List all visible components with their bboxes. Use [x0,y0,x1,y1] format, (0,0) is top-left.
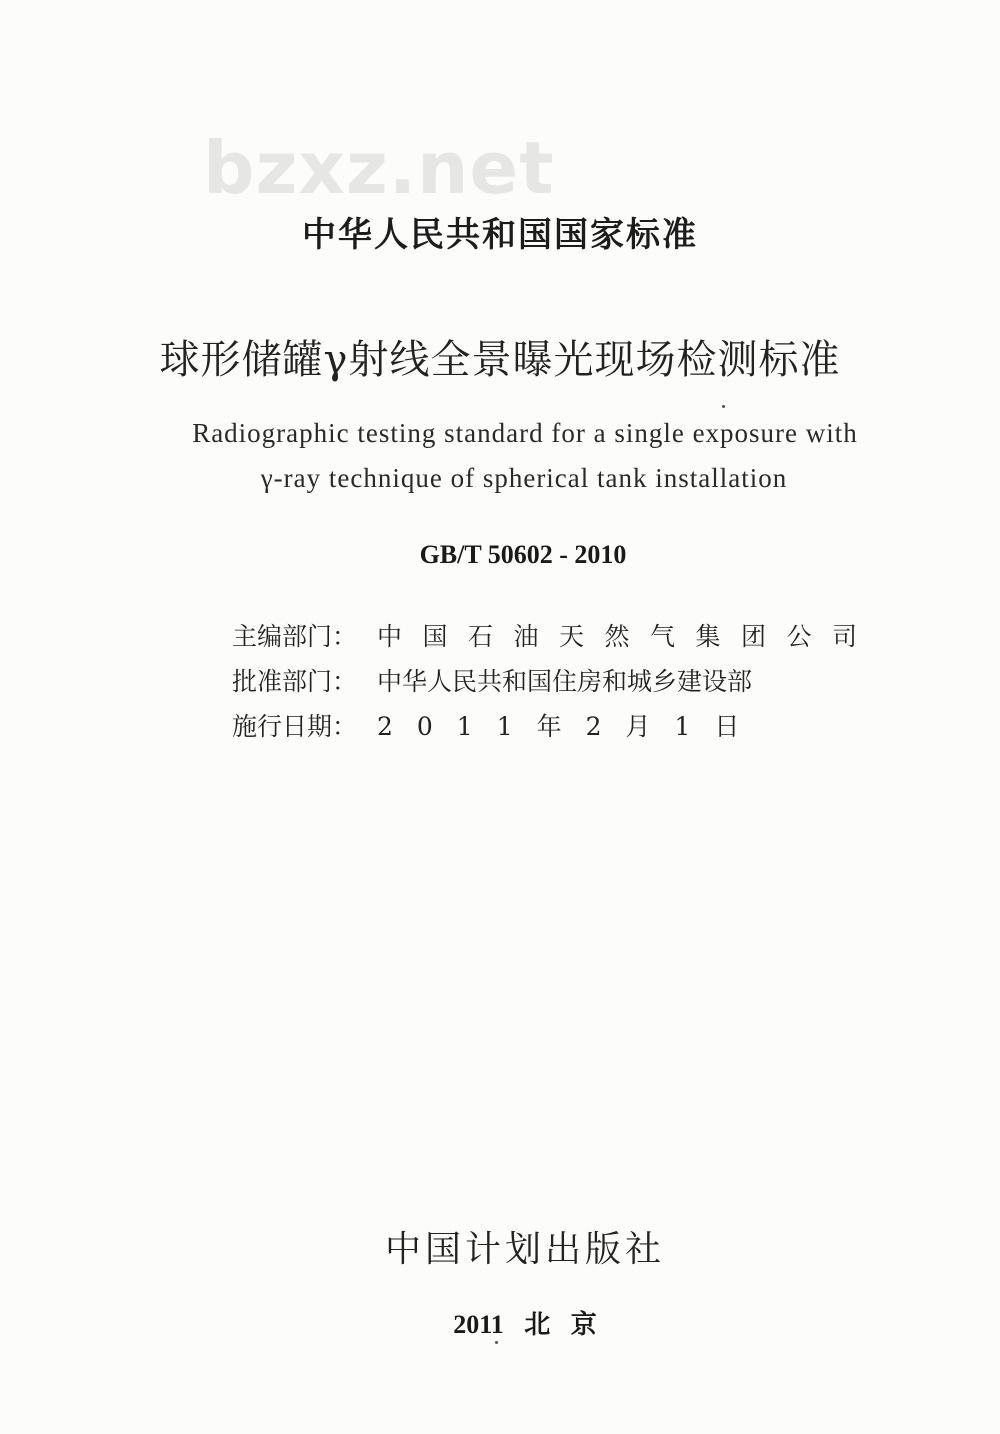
standard-header: 中华人民共和国国家标准 [302,215,698,255]
speck-mark [722,405,725,408]
title-chinese: 球形储罐γ射线全景曝光现场检测标准 [159,337,841,383]
approver-department-label: 批准部门： [232,667,358,696]
effective-date-label: 施行日期： [232,712,358,741]
editor-department-value: 中国石油天然气集团公司 [377,622,878,651]
speck-mark [495,1341,498,1344]
effective-date-row [232,707,763,743]
publisher-name: 中国计划出版社 [384,1229,665,1270]
title-english-line-2: γ-ray technique of spherical tank installation [260,463,788,493]
effective-date-value: 2011年2月1日 [377,712,764,741]
title-english-line-1: Radiographic testing standard for a single exposure with [192,418,858,448]
editor-department-row [232,617,878,653]
editor-department-label: 主编部门： [232,622,358,651]
standard-number: GB/T 50602 - 2010 [419,540,627,569]
watermark-text: bzxz.net [203,126,555,210]
approver-department-row [232,662,752,698]
publication-year-place: 2011 北 京 [453,1310,597,1339]
approver-department-value: 中华人民共和国住房和城乡建设部 [377,667,753,696]
